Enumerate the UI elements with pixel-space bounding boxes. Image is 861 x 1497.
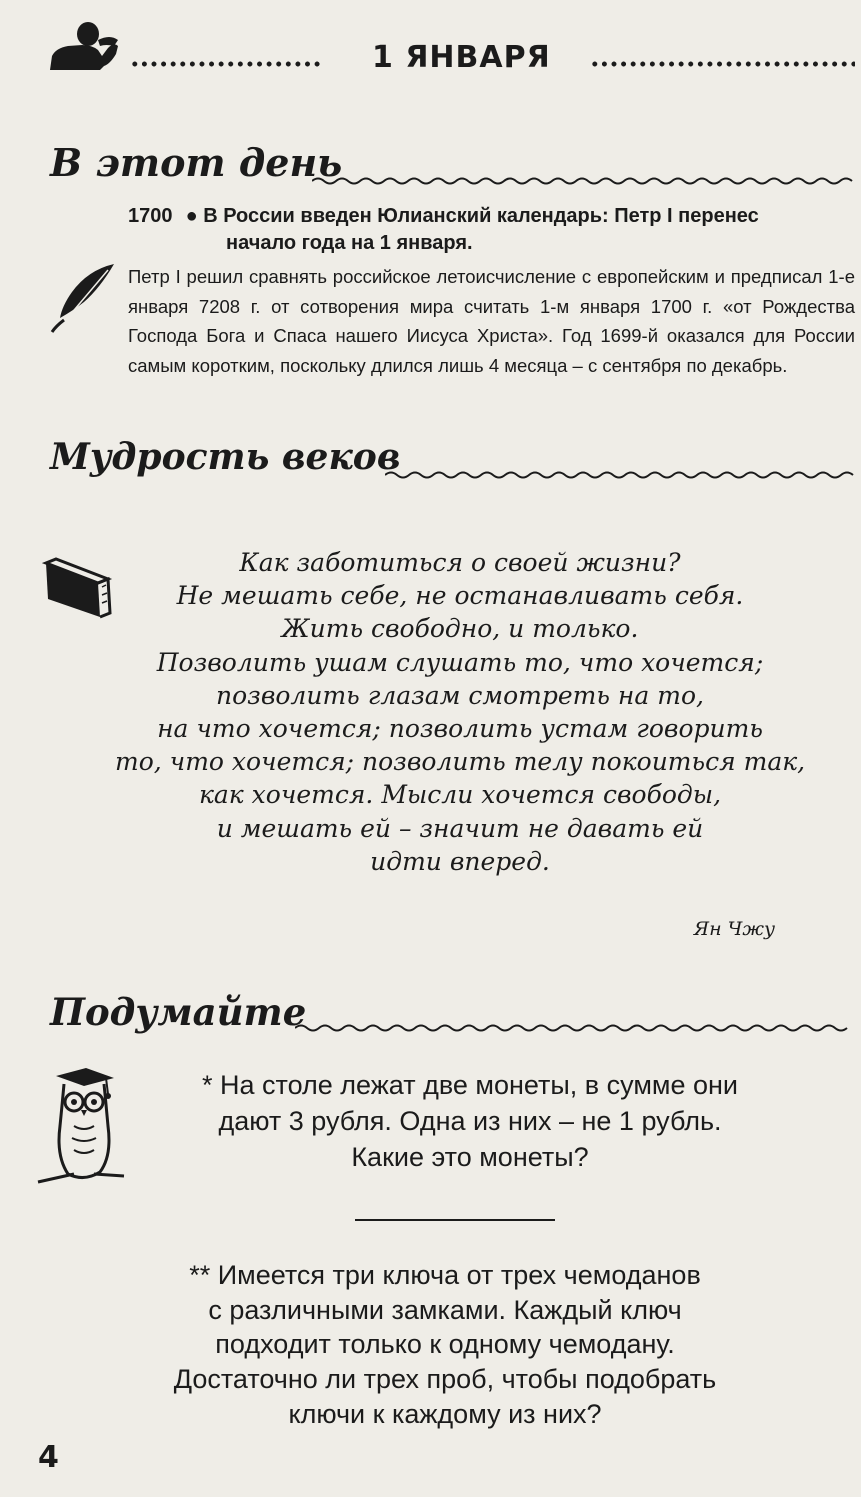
book-icon: [42, 555, 116, 619]
section-underline: [312, 174, 857, 188]
poem-line: Не мешать себе, не останавливать себя.: [176, 581, 744, 611]
header-dots-right: [590, 60, 855, 68]
quill-icon: [48, 262, 118, 334]
event-text-line2: начало года на 1 января.: [226, 232, 473, 254]
section-underline: [295, 1021, 855, 1035]
poem-line: на что хочется; позволить устам говорить: [157, 714, 763, 744]
riddle-line: Какие это монеты?: [351, 1142, 589, 1172]
poem-line: Как заботиться о своей жизни?: [239, 548, 681, 577]
date-title: 1 ЯНВАРЯ: [372, 40, 551, 75]
section-heading-on-this-day: В этот день: [50, 140, 343, 185]
riddle-line: ключи к каждому из них?: [288, 1398, 602, 1429]
owl-icon: [34, 1066, 126, 1184]
riddle-line: * На столе лежат две монеты, в сумме они: [202, 1070, 738, 1100]
page-number: 4: [38, 1440, 59, 1475]
riddle-line: с различными замками. Каждый ключ: [208, 1294, 682, 1325]
riddle-line: дают 3 рубля. Одна из них – не 1 рубль.: [218, 1106, 722, 1136]
thinker-icon: [48, 20, 128, 70]
riddle-divider: [355, 1219, 555, 1221]
riddle-2: [60, 1258, 830, 1432]
header-dots-left: [130, 60, 320, 68]
section-heading-wisdom: Мудрость веков: [50, 436, 401, 478]
event-year: 1700: [128, 205, 173, 227]
historical-event: [128, 203, 853, 257]
event-text-line1: В России введен Юлианский календарь: Петр I перенес: [203, 205, 759, 227]
event-bullet: ●: [185, 205, 198, 227]
section-underline: [385, 468, 855, 482]
poem-line: Позволить ушам слушать то, что хочется;: [156, 647, 764, 677]
poem-line: Жить свободно, и только.: [281, 614, 639, 644]
quote-author: Ян Чжу: [693, 918, 775, 940]
poem-line: то, что хочется; позволить телу покоиться так,: [115, 747, 806, 777]
poem-line: и мешать ей – значит не давать ей: [216, 813, 704, 843]
poem-line: идти вперед.: [370, 846, 550, 876]
poem-line: позволить глазам смотреть на то,: [216, 680, 704, 710]
section-heading-think: Подумайте: [50, 990, 307, 1034]
riddle-line: Достаточно ли трех проб, чтобы подобрать: [173, 1364, 717, 1395]
poem: [115, 546, 805, 878]
riddle-line: ** Имеется три ключа от трех чемоданов: [189, 1260, 701, 1290]
poem-line: как хочется. Мысли хочется свободы,: [198, 780, 722, 810]
event-description: Петр I решил сравнять российское летоисчисление с европейским и предписал 1-е января 7208 г. от сотворения мира считать 1-м января 1700 г. «от Рождества Господа Бога и Спаса нашего Иисуса Христа». Год 1699-й оказался для России самым коротким, поскольку длился лишь 4 месяца – с сентября по декабрь.: [128, 266, 855, 376]
riddle-line: подходит только к одному чемодану.: [215, 1329, 675, 1360]
riddle-1: [120, 1067, 820, 1175]
